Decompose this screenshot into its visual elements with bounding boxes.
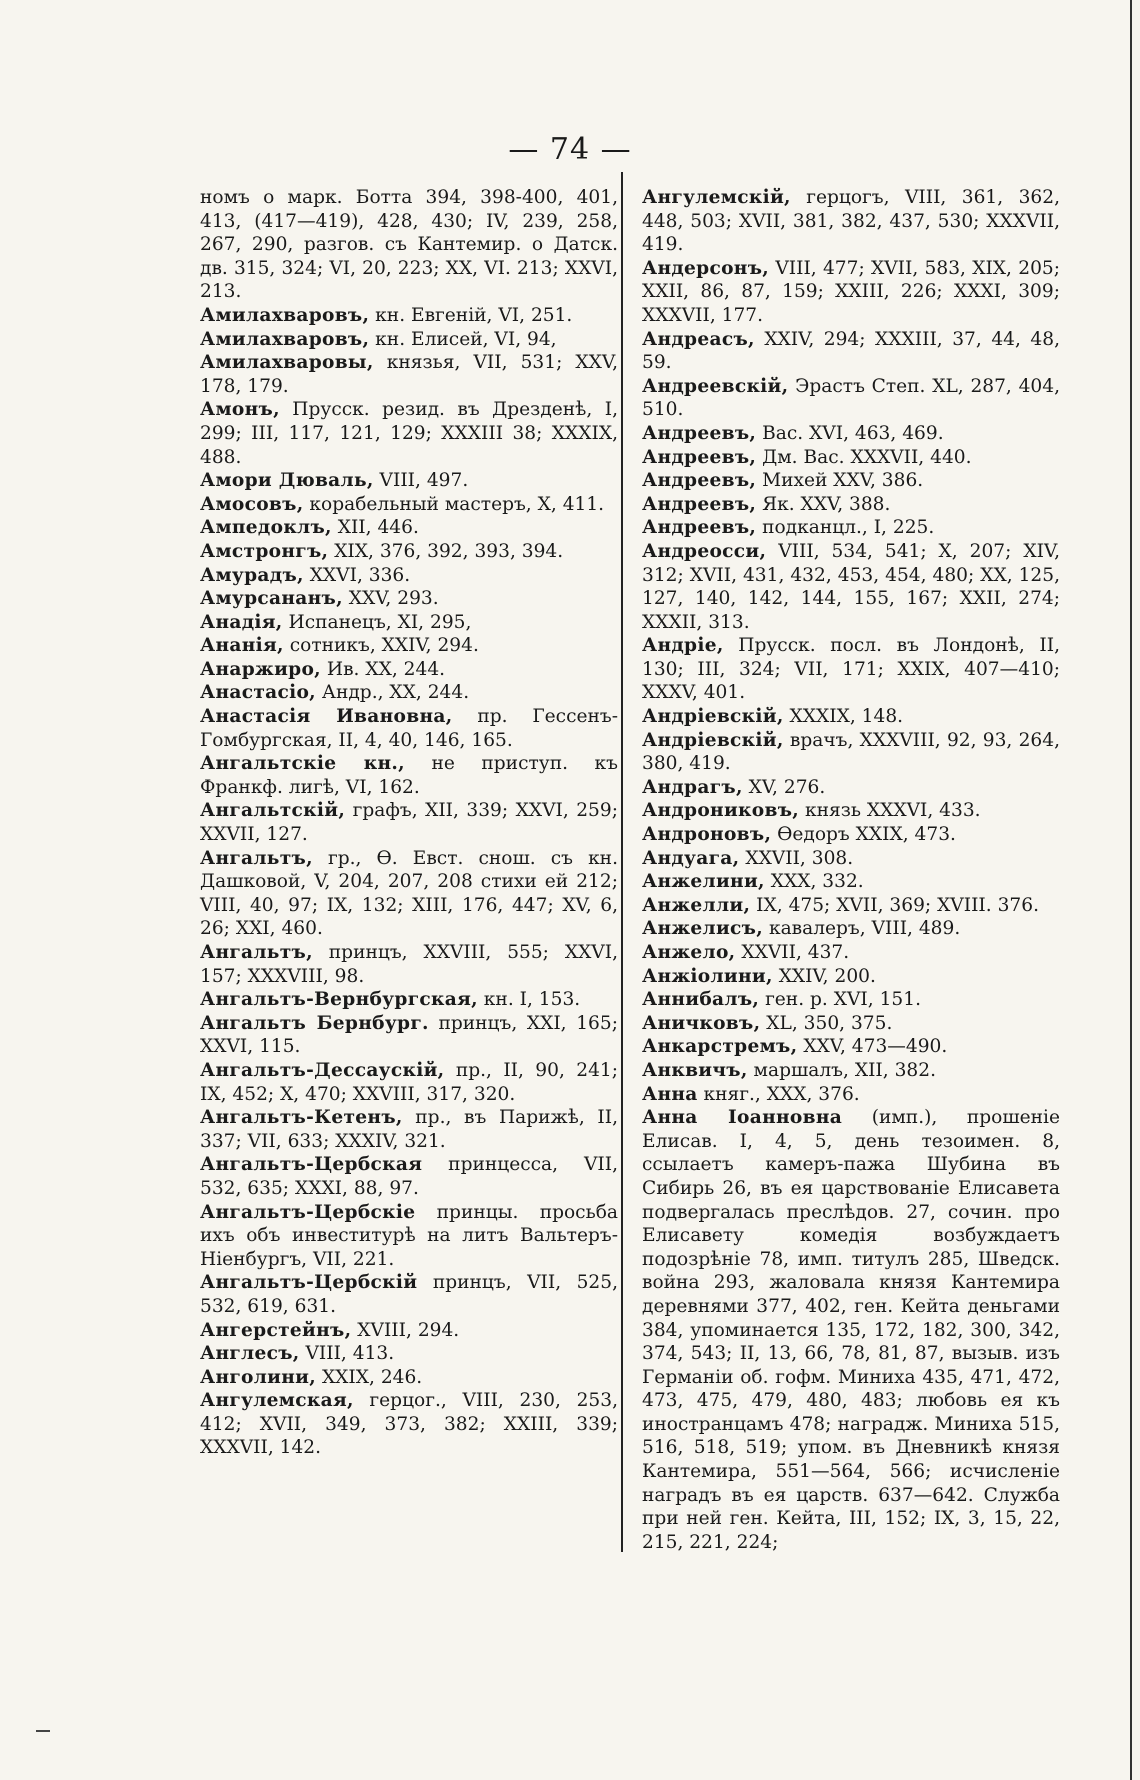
entry-references: Дм. Вас. XXXVII, 440. (756, 446, 972, 468)
index-entry (200, 705, 618, 752)
entry-heading: Андреевскій, (642, 375, 789, 397)
entry-references: XXIX, 246. (316, 1366, 423, 1388)
index-entry (200, 351, 618, 398)
index-entry (200, 634, 618, 658)
entry-heading: Андреевъ, (642, 493, 757, 515)
index-entry (200, 587, 618, 611)
entry-references: не приступ. къ Франкф. лигѣ, VI, 162. (200, 753, 618, 798)
entry-references: герцогъ, VIII, 361, 362, 448, 503; XVII, 381, 382, 437, 530; XXXVII, 419. (642, 187, 1060, 256)
page-edge-line (1130, 0, 1132, 1780)
entry-references: Ѳедоръ XXIX, 473. (771, 824, 956, 846)
entry-references: XXXIX, 148. (783, 706, 904, 728)
entry-references: VIII, 413. (299, 1343, 395, 1365)
entry-heading: Андреевъ, (642, 422, 757, 444)
index-entry (200, 469, 618, 493)
entry-heading: Амстронгъ, (200, 540, 329, 562)
entry-references: (имп.), прошеніе Елисав. I, 4, 5, день тезоимен. 8, ссылаетъ камеръ-пажа Шубина въ Сибирь 26, въ ея царствованіе Елисавета подвергалась преслѣдов. 27, сочин. про Елисавету комедія возбуждаетъ подозрѣніе 78, имп. титулъ 285, Шведск. война 293, жаловала князя Кантемира деревнями 377, 402, ген. Кейта деньгами 384, упоминается 135, 172, 182, 300, 342, 374, 543; II, 13, 66, 78, 81, 87, вызыв. изъ Германіи об. гофм. Миниха 435, 471, 472, 473, 475, 479, 480, 483; любовь ея къ иностранцамъ 478; наградж. Миниха 515, 516, 518, 519; упом. въ Дневникѣ князя Кантемира, 551—564, 566; исчисленіе наградъ въ ея царств. 637—642. Служба при ней ген. Кейта, III, 152; IX, 3, 15, 22, 215, 221, 224; (642, 1107, 1060, 1553)
entry-heading: Ангальтъ, (200, 847, 313, 869)
entry-heading: Ангальтскій, (200, 800, 346, 822)
entry-heading: Англесъ, (200, 1343, 300, 1365)
entry-references: Ив. XX, 244. (320, 658, 446, 680)
index-entry (200, 516, 618, 540)
entry-references: князь XXXVI, 433. (799, 800, 981, 822)
entry-references: кн. I, 153. (477, 989, 581, 1011)
entry-heading: Ангальтъ, (200, 942, 313, 963)
index-entry (642, 823, 1060, 847)
entry-heading: Анквичъ, (642, 1059, 748, 1081)
entry-references: герцог., VIII, 230, 253, 412; XVII, 349, 373, 382; XXIII, 339; XXXVII, 142. (200, 1390, 618, 1459)
entry-heading: Анна (642, 1083, 698, 1105)
entry-heading: Амилахваровъ, (200, 304, 370, 326)
entry-references: Прусск. посл. въ Лондонѣ, II, 130; III, 324; VII, 171; XXIX, 407—410; XXXV, 401. (642, 635, 1060, 704)
index-entry (642, 375, 1060, 422)
entry-references: принцъ, XXI, 165; XXVI, 115. (200, 1012, 618, 1058)
entry-references: сотникъ, XXIV, 294. (283, 635, 479, 657)
entry-references: пр., II, 90, 241; IX, 452; X, 470; XXVIII, 317, 320. (200, 1059, 618, 1105)
entry-heading: Ангальтскіе кн., (200, 753, 405, 775)
entry-references: принцъ, VII, 525, 532, 619, 631. (200, 1272, 618, 1317)
entry-heading: Ангальтъ-Кетенъ, (200, 1107, 403, 1129)
index-entry (200, 328, 618, 352)
index-entry (642, 469, 1060, 493)
index-entry (642, 516, 1060, 540)
index-entry (200, 1106, 618, 1153)
entry-heading: Амурадъ, (200, 564, 304, 586)
entry-references: Эрастъ Степ. XL, 287, 404, 510. (642, 375, 1060, 421)
entry-references: графъ, XII, 339; XXVI, 259; XXVII, 127. (200, 800, 618, 846)
entry-references: кн. Евгеній, VI, 251. (369, 304, 573, 326)
entry-heading: Андроновъ, (642, 824, 772, 846)
index-entry (642, 1035, 1060, 1059)
index-entry (200, 799, 618, 846)
entry-references: Прусск. резид. въ Дрезденѣ, I, 299; III, 117, 121, 129; XXXIII 38; XXXIX, 488. (200, 399, 618, 468)
entry-heading: Андреевъ, (642, 470, 757, 492)
entry-heading: Амори Дюваль, (200, 470, 374, 492)
entry-references: гр., Ѳ. Евст. снош. съ кн. Дашковой, V, 204, 207, 208 стихи ей 212; VIII, 40, 97; IX, 132; XIII, 176, 447; XV, 6, 26; XXI, 460. (200, 847, 618, 940)
entry-heading: Амосовъ, (200, 493, 304, 515)
entry-references: XV, 276. (742, 776, 826, 798)
entry-heading: Ангальтъ-Вернбургская, (200, 989, 478, 1011)
index-entry (200, 611, 618, 635)
entry-references: ген. р. XVI, 151. (759, 989, 921, 1011)
entry-heading: Ананія, (200, 635, 284, 657)
entry-references: принцесса, VII, 532, 635; XXXI, 88, 97. (200, 1154, 618, 1199)
entry-references: маршалъ, XII, 382. (747, 1059, 936, 1081)
index-entry (200, 1366, 618, 1390)
entry-references: XXV, 293. (342, 588, 439, 610)
index-entry (200, 941, 618, 988)
index-entry (200, 752, 618, 799)
entry-references: VIII, 534, 541; X, 207; XIV, 312; XVII, 431, 432, 453, 454, 480; XX, 125, 127, 140, 142, 144, 155, 167; XXII, 274; XXXII, 313. (642, 540, 1060, 633)
entry-heading: Анжіолини, (642, 965, 773, 987)
index-entry (642, 799, 1060, 823)
index-entry (642, 776, 1060, 800)
index-entry (642, 422, 1060, 446)
entry-references: XXVII, 437. (735, 942, 850, 963)
entry-references: врачъ, XXXVIII, 92, 93, 264, 380, 419. (642, 729, 1060, 775)
entry-heading: Андрониковъ, (642, 800, 800, 822)
entry-references: IX, 475; XVII, 369; XVIII. 376. (750, 894, 1039, 916)
entry-heading: Анкарстремъ, (642, 1036, 798, 1058)
index-entry (200, 1059, 618, 1106)
index-entry (200, 1319, 618, 1343)
entry-heading: Анадія, (200, 611, 283, 633)
index-entry (200, 493, 618, 517)
index-entry (200, 658, 618, 682)
entry-references: XXVII, 308. (739, 847, 854, 869)
entry-references: XXV, 473—490. (797, 1036, 948, 1058)
entry-heading: Ангальтъ Бернбург. (200, 1012, 429, 1034)
entry-heading: Аничковъ, (642, 1012, 761, 1034)
entry-references: Вас. XVI, 463, 469. (756, 422, 944, 444)
index-entry (642, 729, 1060, 776)
entry-references: XVIII, 294. (351, 1319, 460, 1341)
index-entry (200, 398, 618, 469)
page-number: — 74 — (508, 132, 632, 167)
index-entry (200, 847, 618, 941)
entry-references: Испанецъ, XI, 295, (282, 611, 472, 633)
entry-references: князья, VII, 531; XXV, 178, 179. (200, 352, 618, 397)
entry-references: корабельный мастеръ, X, 411. (303, 493, 605, 515)
index-entry (200, 1342, 618, 1366)
entry-references: XXIV, 294; XXXIII, 37, 44, 48, 59. (642, 328, 1060, 374)
index-entry (642, 870, 1060, 894)
entry-heading: Андреевъ, (642, 446, 757, 468)
entry-references: XII, 446. (331, 517, 419, 539)
entry-references: номъ о марк. Ботта 394, 398-400, 401, 413, (417—419), 428, 430; IV, 239, 258, 267, 290, разгов. съ Кантемир. о Датск. дв. 315, 324; VI, 20, 223; XX, VI. 213; XXVI, 213. (200, 187, 618, 303)
entry-references: VIII, 497. (373, 470, 469, 492)
entry-heading: Андрагъ, (642, 776, 743, 798)
entry-references: Андр., XX, 244. (315, 682, 470, 704)
index-entry (200, 1201, 618, 1272)
entry-references: VIII, 477; XVII, 583, XIX, 205; XXII, 86, 87, 159; XXIII, 226; XXXI, 309; XXXVII, 177. (642, 257, 1060, 326)
entry-references: XXIV, 200. (772, 965, 876, 987)
index-entry (642, 705, 1060, 729)
entry-heading: Андреосси, (642, 540, 767, 562)
entry-heading: Анастасія Ивановна, (200, 706, 453, 728)
entry-heading: Ангальтъ-Цербскіе (200, 1201, 416, 1223)
entry-heading: Амилахваровы, (200, 352, 374, 374)
index-entry (642, 917, 1060, 941)
entry-heading: Анголини, (200, 1366, 317, 1388)
entry-references: княг., XXX, 376. (697, 1083, 860, 1105)
entry-heading: Андріе, (642, 635, 724, 657)
entry-references: пр. Гессенъ-Гомбургская, II, 4, 40, 146, 165. (200, 706, 618, 751)
index-entry (642, 894, 1060, 918)
entry-references: пр., въ Парижѣ, II, 337; VII, 633; XXXIV, 321. (200, 1107, 618, 1152)
index-entry (642, 446, 1060, 470)
entry-heading: Анастасіо, (200, 682, 316, 704)
index-entry (200, 186, 618, 304)
entry-heading: Андріевскій, (642, 706, 784, 728)
entry-heading: Ангальтъ-Цербская (200, 1154, 423, 1176)
index-entry (642, 328, 1060, 375)
entry-references: XXX, 332. (764, 871, 864, 893)
index-entry (200, 988, 618, 1012)
index-entry (200, 304, 618, 328)
entry-heading: Анжело, (642, 942, 736, 963)
column-divider (621, 172, 623, 1552)
entry-heading: Андреевъ, (642, 517, 757, 539)
entry-references: подканцл., I, 225. (756, 517, 935, 539)
entry-heading: Андріевскій, (642, 729, 784, 751)
entry-heading: Андерсонъ, (642, 257, 770, 279)
right-column (642, 186, 1060, 1554)
index-entry (642, 186, 1060, 257)
index-entry (642, 1083, 1060, 1107)
entry-heading: Анна Іоанновна (642, 1107, 843, 1129)
index-entry (642, 847, 1060, 871)
entry-references: Михей XXV, 386. (756, 470, 924, 492)
entry-heading: Ампедоклъ, (200, 517, 332, 539)
left-column (200, 186, 618, 1460)
index-entry (642, 634, 1060, 705)
entry-heading: Анжелисъ, (642, 918, 764, 940)
margin-mark (36, 1730, 50, 1732)
index-entry (200, 1389, 618, 1460)
index-entry (200, 1153, 618, 1200)
entry-heading: Андреасъ, (642, 328, 755, 350)
entry-heading: Ангерстейнъ, (200, 1319, 352, 1341)
entry-references: принцъ, XXVIII, 555; XXVI, 157; XXXVIII, 98. (200, 942, 618, 987)
entry-heading: Анаржиро, (200, 658, 321, 680)
entry-heading: Аннибалъ, (642, 989, 760, 1011)
index-entry (642, 1106, 1060, 1554)
entry-references: кн. Елисей, VI, 94, (369, 328, 557, 350)
index-entry (200, 540, 618, 564)
index-entry (642, 988, 1060, 1012)
entry-heading: Ангулемская, (200, 1390, 354, 1412)
index-entry (200, 564, 618, 588)
entry-references: XL, 350, 375. (760, 1012, 893, 1034)
index-entry (642, 941, 1060, 965)
entry-references: Як. XXV, 388. (756, 493, 891, 515)
entry-references: XXVI, 336. (303, 564, 411, 586)
entry-heading: Андуага, (642, 847, 740, 869)
entry-references: кавалеръ, VIII, 489. (763, 918, 961, 940)
index-entry (642, 257, 1060, 328)
entry-heading: Амилахваровъ, (200, 328, 370, 350)
index-entry (642, 493, 1060, 517)
index-entry (200, 1271, 618, 1318)
index-entry (642, 1012, 1060, 1036)
entry-heading: Ангулемскій, (642, 187, 791, 208)
entry-heading: Амонъ, (200, 399, 280, 421)
entry-heading: Амурсананъ, (200, 588, 343, 610)
entry-heading: Ангальтъ-Цербскій (200, 1272, 418, 1294)
index-entry (200, 1012, 618, 1059)
index-entry (642, 540, 1060, 634)
index-entry (200, 681, 618, 705)
entry-heading: Анжелли, (642, 894, 751, 916)
entry-references: принцы. просьба ихъ объ инвеститурѣ на литъ Вальтеръ-Ніенбургъ, VII, 221. (200, 1201, 618, 1270)
entry-heading: Ангальтъ-Дессаускій, (200, 1059, 445, 1081)
entry-heading: Анжелини, (642, 871, 765, 893)
index-entry (642, 965, 1060, 989)
index-entry (642, 1059, 1060, 1083)
entry-references: XIX, 376, 392, 393, 394. (328, 540, 564, 562)
